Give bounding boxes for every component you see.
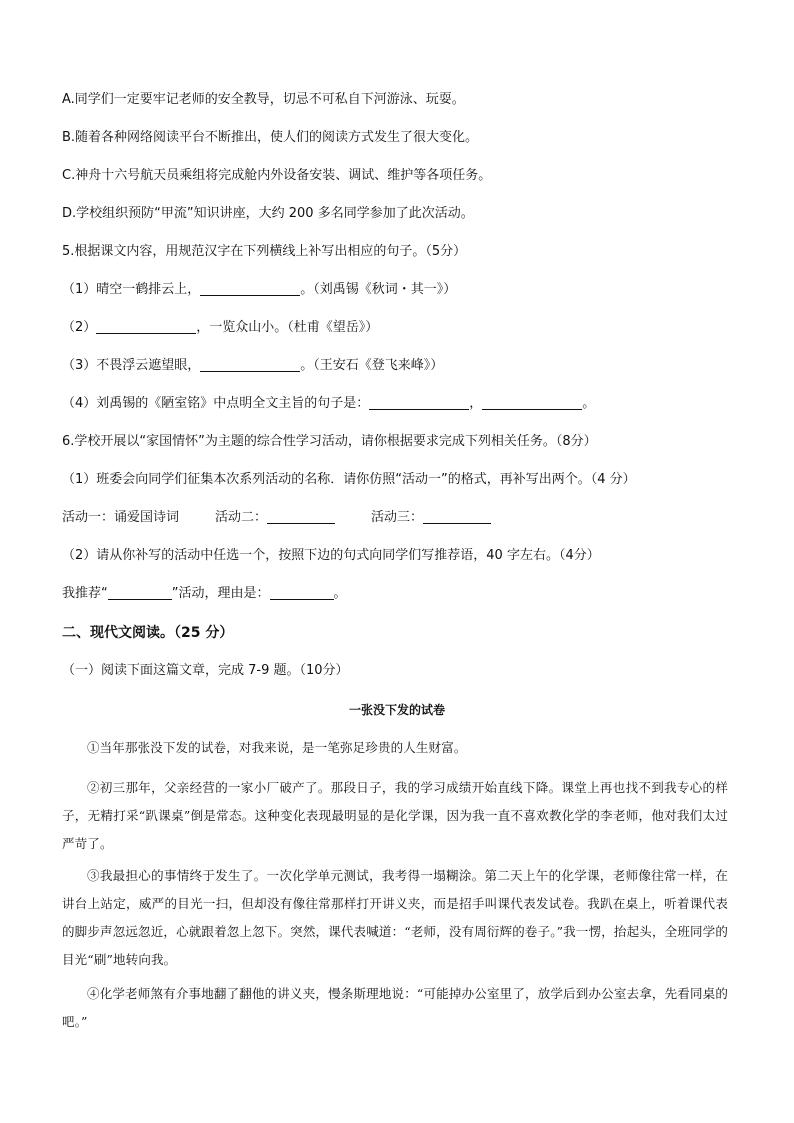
item-4-separator: ， bbox=[469, 396, 483, 411]
answer-blank-4b[interactable] bbox=[482, 395, 582, 410]
option-c: C.神舟十六号航天员乘组将完成舱内外设备安装、调试、维护等各项任务。 bbox=[62, 168, 492, 183]
article-title: 一张没下发的试卷 bbox=[348, 703, 445, 717]
section-2-subheading: （一）阅读下面这篇文章，完成 7-9 题。（10分） bbox=[62, 663, 349, 678]
option-a: A.同学们一定要牢记老师的安全教导，切忌不可私自下河游泳、玩耍。 bbox=[62, 92, 465, 107]
activity-3-blank[interactable] bbox=[423, 509, 491, 524]
question-6-part-1: （1）班委会向同学们征集本次系列活动的名称．请你仿照“活动一”的格式，再补写出两个。（4 分） bbox=[62, 472, 636, 487]
item-1-suffix: 。（刘禹锡《秋词・其一》） bbox=[300, 282, 457, 297]
item-4-prefix: （4）刘禹锡的《陋室铭》中点明全文主旨的句子是： bbox=[62, 396, 370, 411]
article-paragraph-3: ③我最担心的事情终于发生了。一次化学单元测试，我考得一塌糊涂。第二天上午的化学课，老师像往常一样，在讲台上站定，威严的目光一扫，但却没有像往常那样打开讲义夹，而是招手叫课代表发试卷。我趴在桌上，听着课代表的脚步声忽远忽近，心就跟着忽上忽下。突然，课代表喊道：“老师，没有周衍辉的卷子。”我一愣，抬起头，全班同学的目光“刷”地转向我。 bbox=[62, 868, 728, 967]
recommend-middle: ”活动，理由是： bbox=[171, 586, 270, 601]
section-2-heading: 二、现代文阅读。（25 分） bbox=[62, 625, 234, 641]
activity-row bbox=[62, 509, 742, 527]
item-4-suffix: 。 bbox=[582, 396, 596, 411]
item-3-suffix: 。（王安石《登飞来峰》） bbox=[300, 358, 444, 373]
item-1-prefix: （1）晴空一鹤排云上， bbox=[62, 282, 201, 297]
question-6-part-2: （2）请从你补写的活动中任选一个，按照下边的句式向同学们写推荐语，40 字左右。（4分） bbox=[62, 548, 600, 563]
question-6-stem: 6.学校开展以“家国情怀”为主题的综合性学习活动，请你根据要求完成下列相关任务。（8分） bbox=[62, 434, 597, 449]
question-5-item-3 bbox=[62, 357, 742, 375]
option-b: B.随着各种网络阅读平台不断推出，使人们的阅读方式发生了很大变化。 bbox=[62, 130, 479, 145]
answer-blank-1[interactable] bbox=[200, 281, 300, 296]
question-5-item-1 bbox=[62, 281, 742, 299]
recommend-line bbox=[62, 585, 742, 603]
article-paragraph-4: ④化学老师煞有介事地翻了翻他的讲义夹，慢条斯理地说：“可能掉办公室里了，放学后到办公室去拿，先看同桌的吧。” bbox=[62, 986, 728, 1029]
recommend-activity-blank[interactable] bbox=[108, 585, 172, 600]
recommend-reason-blank[interactable] bbox=[270, 585, 334, 600]
question-5-stem: 5.根据课文内容，用规范汉字在下列横线上补写出相应的句子。（5分） bbox=[62, 244, 467, 259]
activity-2-label: 活动二： bbox=[215, 510, 268, 525]
question-5-item-2 bbox=[62, 319, 742, 337]
item-2-suffix: ，一览众山小。（杜甫《望岳》） bbox=[196, 320, 379, 335]
answer-blank-3[interactable] bbox=[200, 357, 300, 372]
option-d: D.学校组织预防“甲流”知识讲座，大约 200 多名同学参加了此次活动。 bbox=[62, 206, 474, 221]
answer-blank-2[interactable] bbox=[96, 319, 196, 334]
article-paragraph-2: ②初三那年，父亲经营的一家小厂破产了。那段日子，我的学习成绩开始直线下降。课堂上再也找不到我专心的样子，无精打采“趴课桌”倒是常态。这种变化表现最明显的是化学课，因为我一直不喜欢教化学的李老师，他对我们太过严苛了。 bbox=[62, 780, 728, 851]
recommend-prefix: 我推荐“ bbox=[62, 586, 108, 601]
item-3-prefix: （3）不畏浮云遮望眼， bbox=[62, 358, 201, 373]
article-paragraph-1: ①当年那张没下发的试卷，对我来说，是一笔弥足珍贵的人生财富。 bbox=[87, 740, 467, 755]
question-5-item-4 bbox=[62, 395, 742, 413]
item-2-prefix: （2） bbox=[62, 320, 97, 335]
answer-blank-4a[interactable] bbox=[369, 395, 469, 410]
activity-2-blank[interactable] bbox=[267, 509, 335, 524]
activity-3-label: 活动三： bbox=[371, 510, 424, 525]
recommend-suffix: 。 bbox=[333, 586, 347, 601]
activity-1: 活动一：诵爱国诗词 bbox=[62, 510, 180, 525]
